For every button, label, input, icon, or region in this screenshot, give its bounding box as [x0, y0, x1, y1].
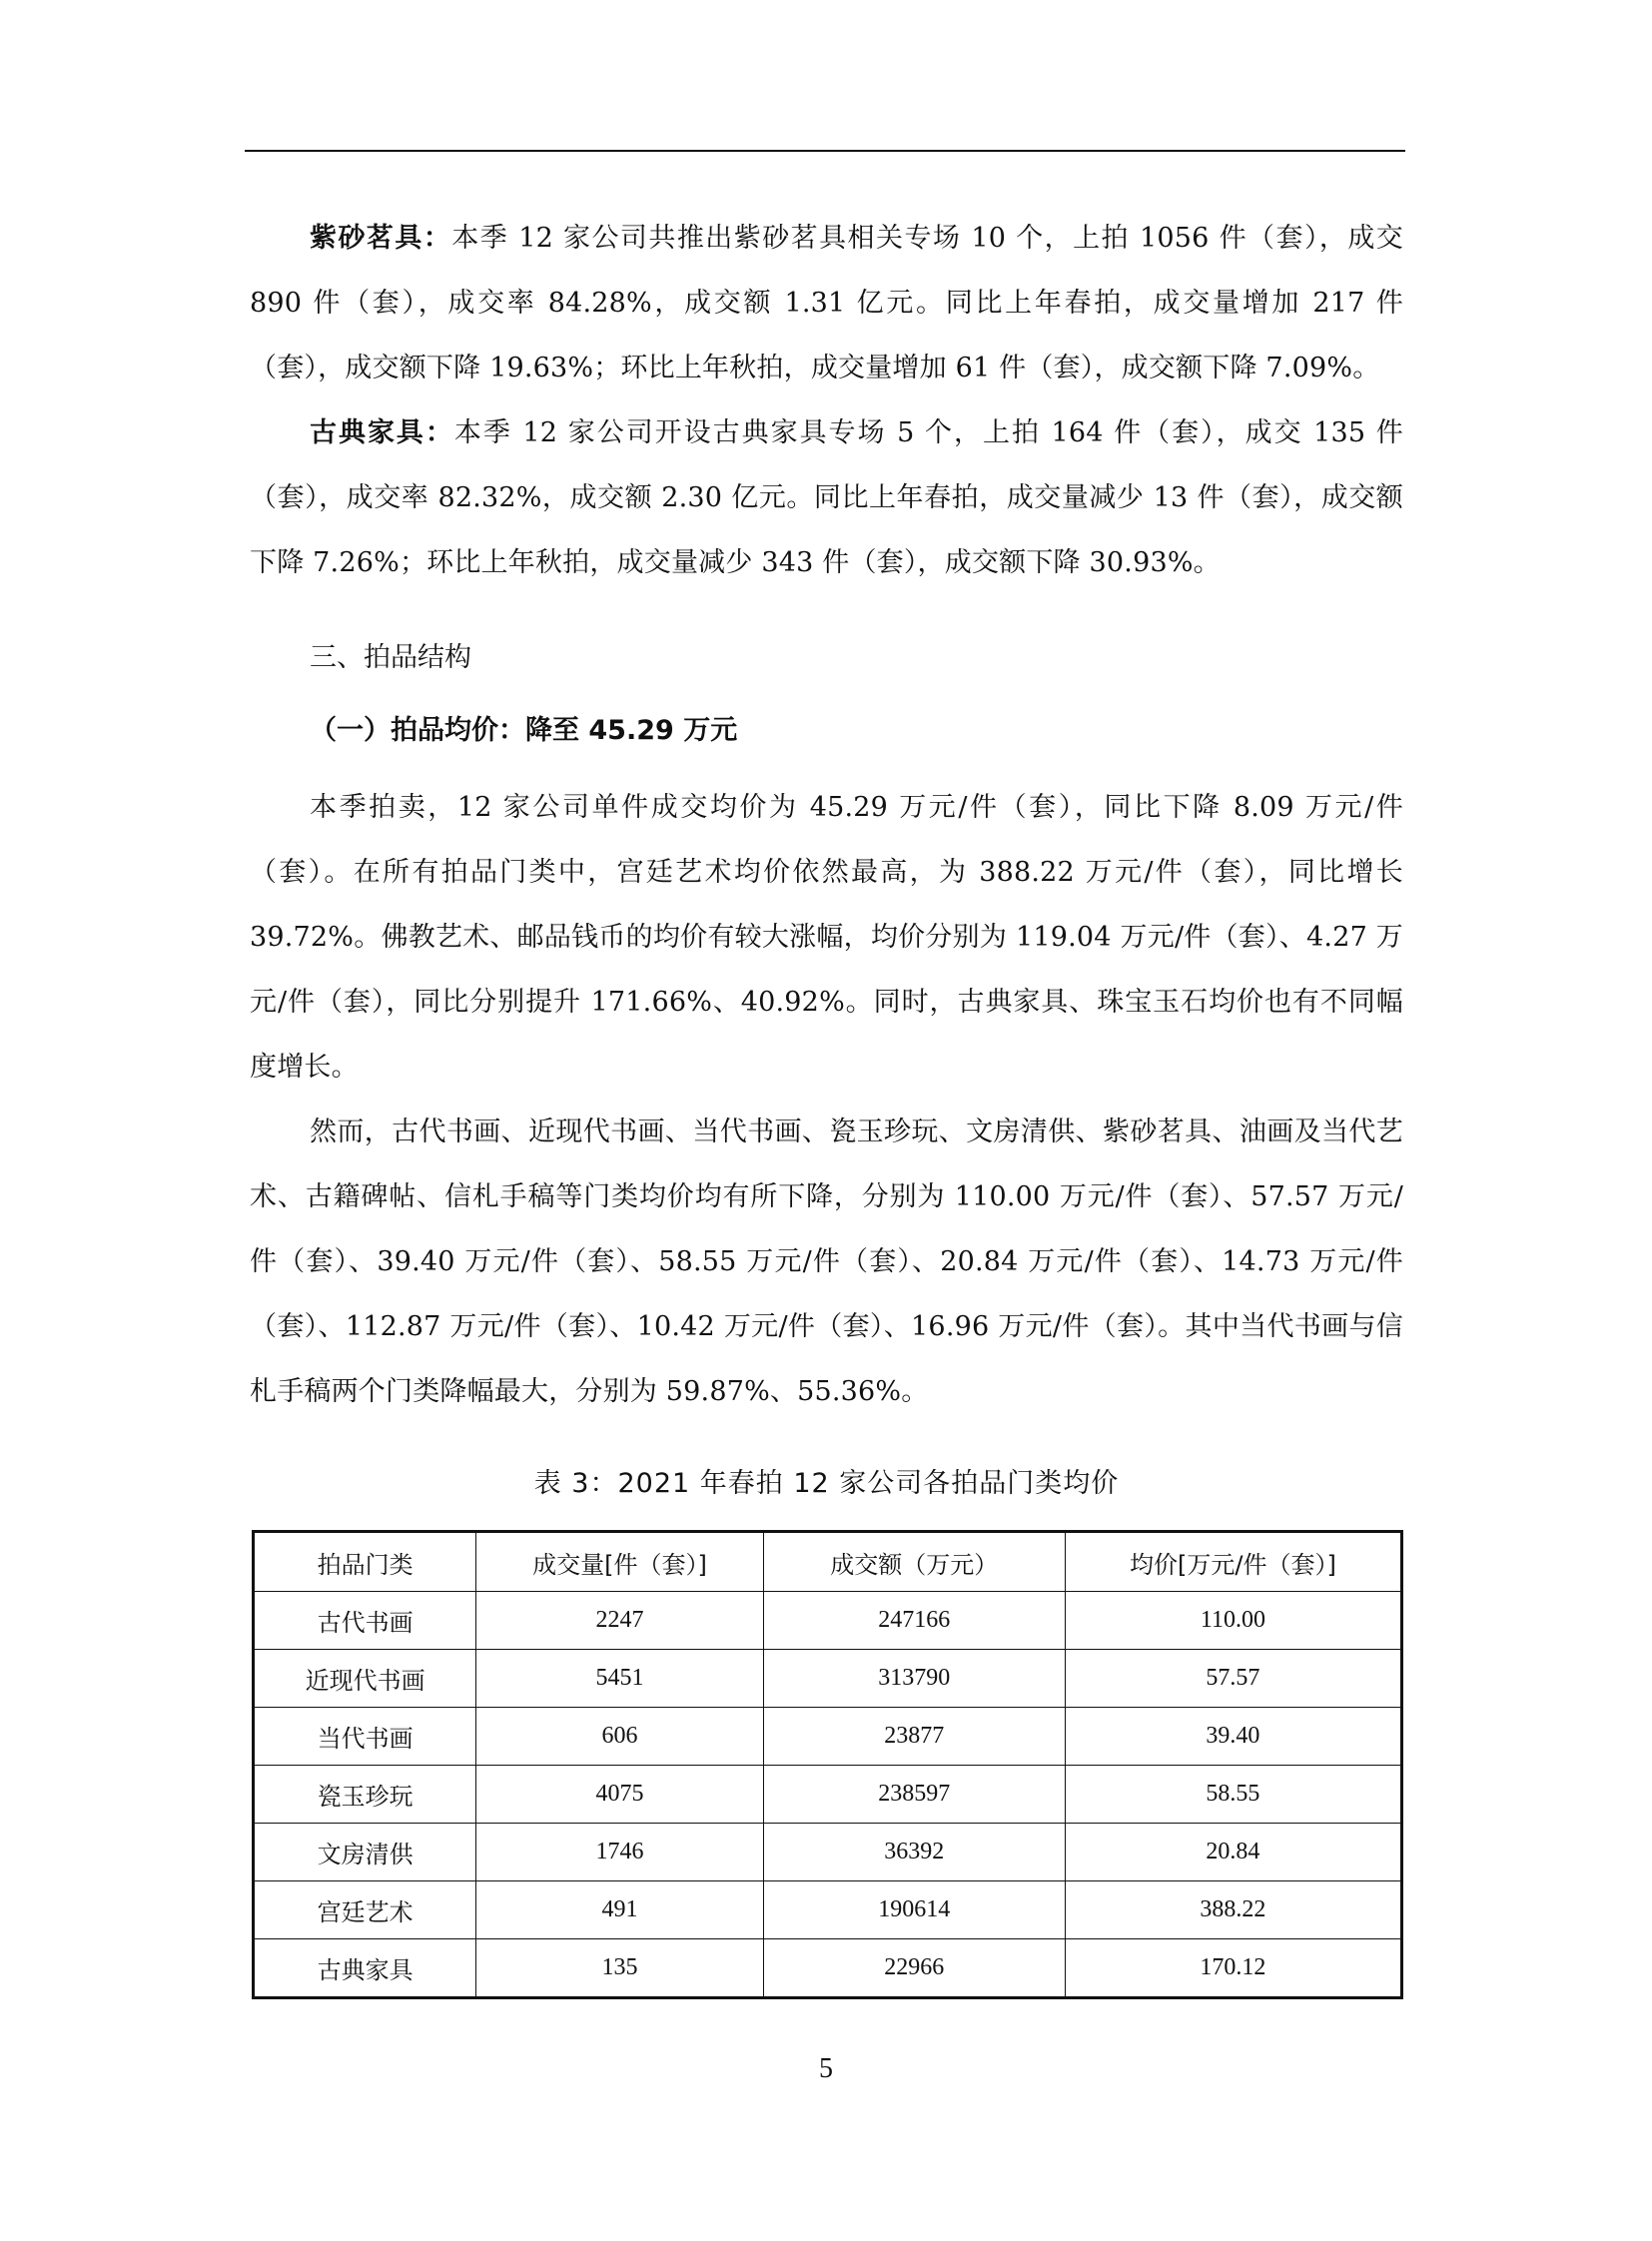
table-cell-volume: 2247: [476, 1592, 763, 1650]
table-row: [254, 1939, 1402, 1998]
paragraph-zisha-text: 本季 12 家公司共推出紫砂茗具相关专场 10 个，上拍 1056 件（套），成交 890 件（套），成交率 84.28%，成交额 1.31 亿元。同比上年春拍，成交量增加 217 件（套），成交额下降 19.63%；环比上年秋拍，成交量增加 61 件（套），成交额下降 7.09%。: [250, 223, 1404, 383]
table-cell-category: 文房清供: [254, 1824, 476, 1881]
table-cell-average-price: 388.22: [1065, 1881, 1401, 1939]
table-cell-average-price: 58.55: [1065, 1766, 1401, 1824]
category-price-table: [252, 1530, 1403, 1999]
table-cell-average-price: 110.00: [1065, 1592, 1401, 1650]
table-cell-turnover: 247166: [763, 1592, 1065, 1650]
paragraph-price-decline: 然而，古代书画、近现代书画、当代书画、瓷玉珍玩、文房清供、紫砂茗具、油画及当代艺术、古籍碑帖、信札手稿等门类均价均有所下降，分别为 110.00 万元/件（套）、57.57 万元/件（套）、39.40 万元/件（套）、58.55 万元/件（套）、20.84 万元/件（套）、14.73 万元/件（套）、112.87 万元/件（套）、10.42 万元/件（套）、16.96 万元/件（套）。其中当代书画与信札手稿两个门类降幅最大，分别为 59.87%、55.36%。: [250, 1117, 1403, 1407]
table-header-row: [254, 1532, 1402, 1592]
table-cell-volume: 135: [476, 1939, 763, 1998]
table-cell-volume: 4075: [476, 1766, 763, 1824]
table-header-category: 拍品门类: [254, 1532, 476, 1592]
table-row: [254, 1824, 1402, 1881]
table-header-volume: 成交量[件（套）]: [476, 1532, 763, 1592]
subsection-title: （一）拍品均价：降至 45.29 万元: [310, 715, 738, 746]
table-cell-category: 古代书画: [254, 1592, 476, 1650]
table-cell-category: 瓷玉珍玩: [254, 1766, 476, 1824]
table-cell-volume: 1746: [476, 1824, 763, 1881]
paragraph-zisha: [250, 206, 1403, 400]
table-cell-turnover: 23877: [763, 1708, 1065, 1766]
table-row: [254, 1881, 1402, 1939]
page-content: [250, 206, 1403, 1999]
table-row: [254, 1592, 1402, 1650]
table-cell-average-price: 39.40: [1065, 1708, 1401, 1766]
table-row: [254, 1708, 1402, 1766]
table-cell-category: 古典家具: [254, 1939, 476, 1998]
paragraph-furniture-text: 本季 12 家公司开设古典家具专场 5 个，上拍 164 件（套），成交 135 件（套），成交率 82.32%，成交额 2.30 亿元。同比上年春拍，成交量减少 13 件（套），成交额下降 7.26%；环比上年秋拍，成交量减少 343 件（套），成交额下降 30.93%。: [250, 417, 1404, 578]
table-cell-turnover: 190614: [763, 1881, 1065, 1939]
page-number: 5: [819, 2053, 833, 2084]
table-header-average-price: 均价[万元/件（套）]: [1065, 1532, 1401, 1592]
table-header-turnover: 成交额（万元）: [763, 1532, 1065, 1592]
table-cell-turnover: 22966: [763, 1939, 1065, 1998]
table-cell-average-price: 57.57: [1065, 1650, 1401, 1708]
table-caption: 表 3：2021 年春拍 12 家公司各拍品门类均价: [533, 1468, 1120, 1499]
table-row: [254, 1650, 1402, 1708]
table-cell-turnover: 313790: [763, 1650, 1065, 1708]
table-cell-turnover: 36392: [763, 1824, 1065, 1881]
table-cell-volume: 606: [476, 1708, 763, 1766]
table-cell-volume: 5451: [476, 1650, 763, 1708]
header-rule: [245, 150, 1405, 152]
section-title: 三、拍品结构: [310, 642, 471, 673]
paragraph-furniture-label: 古典家具：: [310, 417, 454, 448]
table-cell-category: 当代书画: [254, 1708, 476, 1766]
paragraph-average-price: 本季拍卖，12 家公司单件成交均价为 45.29 万元/件（套），同比下降 8.09 万元/件（套）。在所有拍品门类中，宫廷艺术均价依然最高，为 388.22 万元/件（套），同比增长 39.72%。佛教艺术、邮品钱币的均价有较大涨幅，均价分别为 119.04 万元/件（套）、4.27 万元/件（套），同比分别提升 171.66%、40.92%。同时，古典家具、珠宝玉石均价也有不同幅度增长。: [250, 792, 1403, 1083]
paragraph-zisha-label: 紫砂茗具：: [310, 223, 452, 254]
table-row: [254, 1766, 1402, 1824]
table-cell-category: 近现代书画: [254, 1650, 476, 1708]
table-cell-volume: 491: [476, 1881, 763, 1939]
table-cell-average-price: 20.84: [1065, 1824, 1401, 1881]
table-cell-turnover: 238597: [763, 1766, 1065, 1824]
paragraph-furniture: [250, 400, 1403, 595]
table-cell-category: 宫廷艺术: [254, 1881, 476, 1939]
table-cell-average-price: 170.12: [1065, 1939, 1401, 1998]
